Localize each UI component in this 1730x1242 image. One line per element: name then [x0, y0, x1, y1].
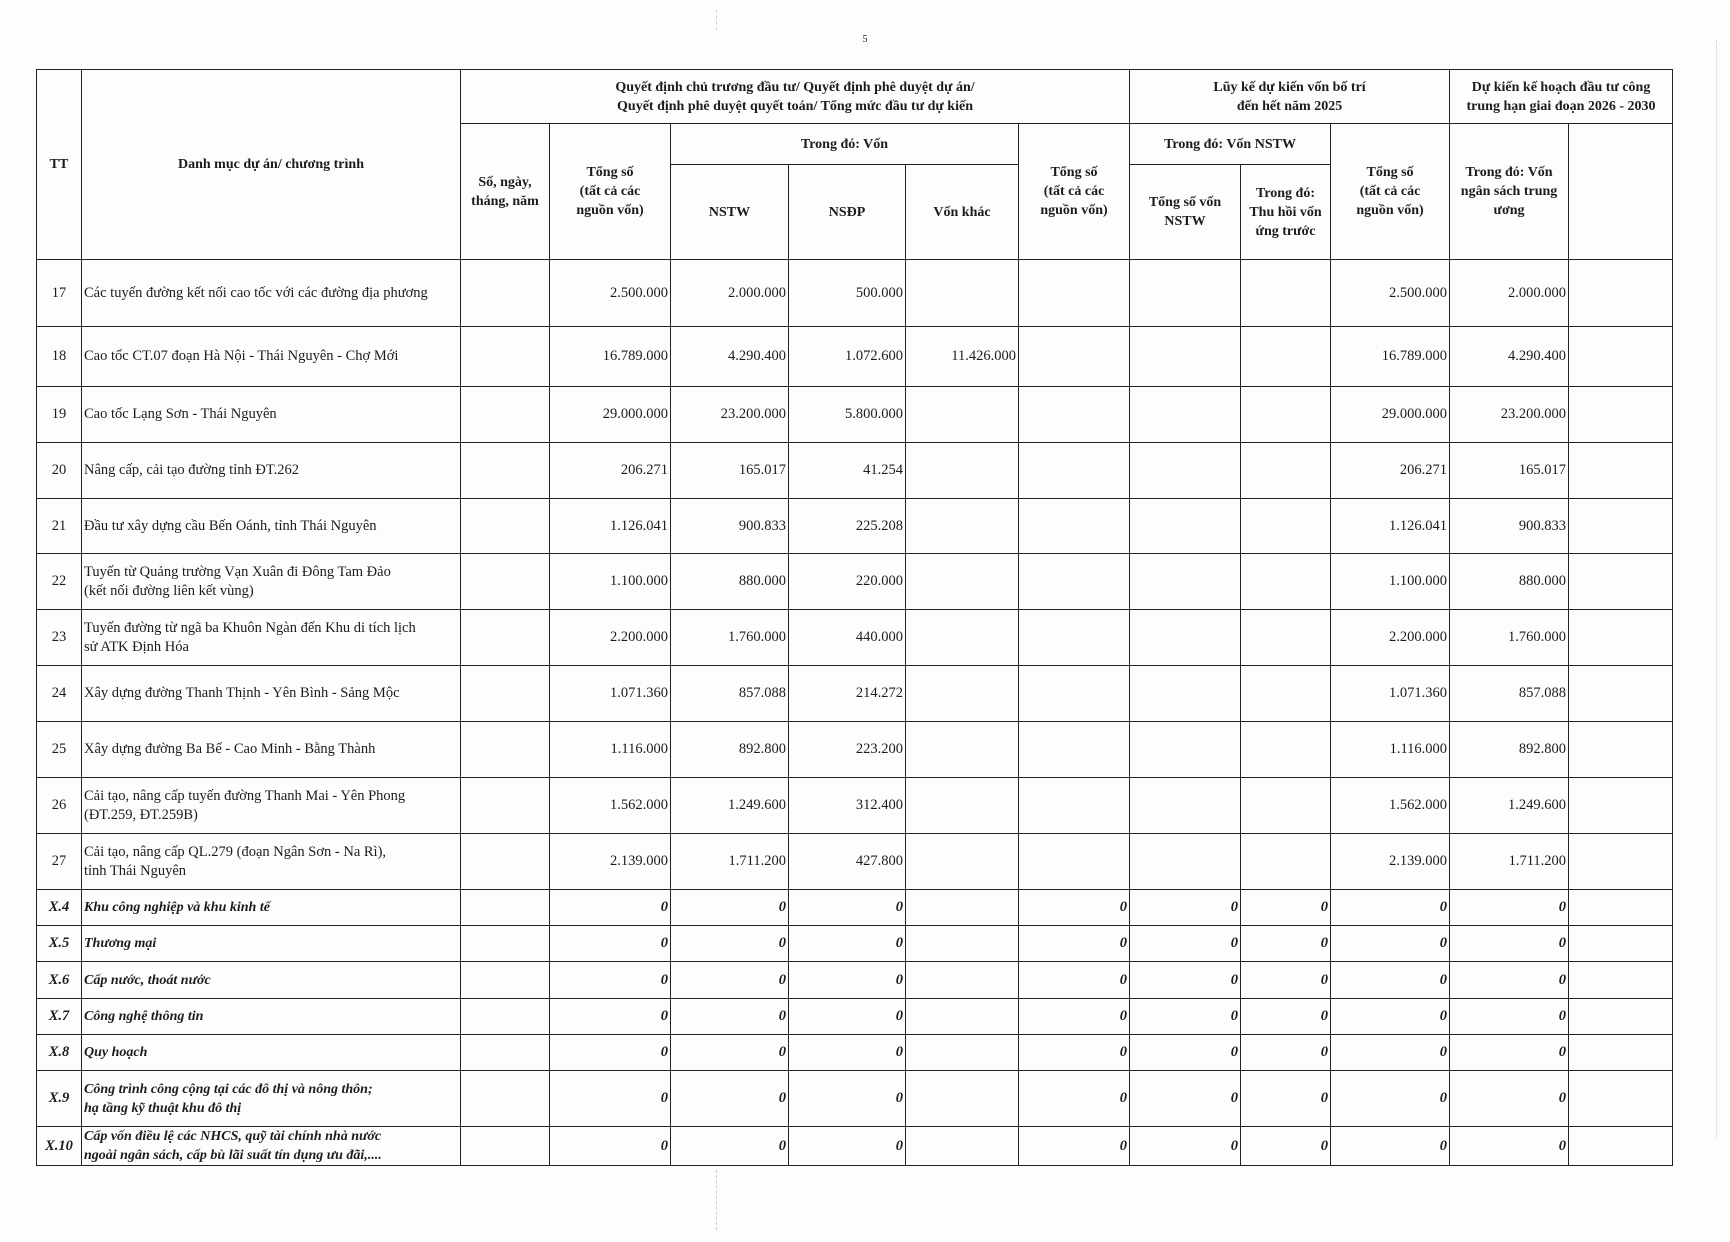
section-nsdp: 0 — [789, 962, 906, 999]
table-row — [37, 260, 1673, 327]
row-so-ngay — [461, 722, 550, 778]
section-nsdp: 0 — [789, 1127, 906, 1166]
section-so-ngay — [461, 1071, 550, 1127]
row-dk-nstw: 2.000.000 — [1450, 260, 1569, 327]
row-dk-tong: 1.562.000 — [1331, 778, 1450, 834]
row-tt: 18 — [37, 327, 82, 387]
row-qd-tong: 2.139.000 — [550, 834, 671, 890]
row-lk-tong — [1019, 722, 1130, 778]
row-dk-nstw: 23.200.000 — [1450, 387, 1569, 443]
section-so-ngay — [461, 1127, 550, 1166]
row-lk-tong — [1019, 327, 1130, 387]
row-lk-tong — [1019, 260, 1130, 327]
page-number: 5 — [862, 34, 868, 45]
row-name: Xây dựng đường Ba Bể - Cao Minh - Bằng Thành — [82, 722, 461, 778]
section-dk-nstw: 0 — [1450, 890, 1569, 926]
row-ghi-chu — [1569, 387, 1673, 443]
row-nstw: 165.017 — [671, 443, 789, 499]
investment-plan-table — [36, 69, 1673, 1166]
row-so-ngay — [461, 443, 550, 499]
row-dk-tong: 2.200.000 — [1331, 610, 1450, 666]
row-qd-tong: 206.271 — [550, 443, 671, 499]
row-tt: 25 — [37, 722, 82, 778]
row-lk-thu-hoi — [1241, 778, 1331, 834]
row-nsdp: 225.208 — [789, 499, 906, 554]
row-lk-thu-hoi — [1241, 666, 1331, 722]
table-row — [37, 610, 1673, 666]
row-nstw: 900.833 — [671, 499, 789, 554]
row-lk-thu-hoi — [1241, 387, 1331, 443]
section-tt: X.9 — [37, 1071, 82, 1127]
row-qd-tong: 2.500.000 — [550, 260, 671, 327]
row-ghi-chu — [1569, 666, 1673, 722]
section-row — [37, 962, 1673, 999]
section-row — [37, 926, 1673, 962]
row-lk-nstw — [1130, 834, 1241, 890]
row-nstw: 857.088 — [671, 666, 789, 722]
row-qd-tong: 1.071.360 — [550, 666, 671, 722]
row-nstw: 2.000.000 — [671, 260, 789, 327]
fold-mark-top — [716, 10, 717, 30]
row-von-khac — [906, 834, 1019, 890]
row-von-khac — [906, 499, 1019, 554]
row-nstw: 23.200.000 — [671, 387, 789, 443]
row-ghi-chu — [1569, 443, 1673, 499]
table-row — [37, 387, 1673, 443]
row-name: Cải tạo, nâng cấp QL.279 (đoạn Ngân Sơn - Na Rì), tỉnh Thái Nguyên — [82, 834, 461, 890]
section-tt: X.4 — [37, 890, 82, 926]
section-nstw: 0 — [671, 1071, 789, 1127]
header-nstw: NSTW — [671, 165, 789, 260]
row-nstw: 4.290.400 — [671, 327, 789, 387]
row-lk-thu-hoi — [1241, 499, 1331, 554]
row-so-ngay — [461, 387, 550, 443]
row-nsdp: 500.000 — [789, 260, 906, 327]
section-von-khac — [906, 890, 1019, 926]
section-lk-thu-hoi: 0 — [1241, 1035, 1331, 1071]
section-qd-tong: 0 — [550, 999, 671, 1035]
row-lk-thu-hoi — [1241, 722, 1331, 778]
row-name: Cao tốc Lạng Sơn - Thái Nguyên — [82, 387, 461, 443]
section-lk-nstw: 0 — [1130, 962, 1241, 999]
row-dk-nstw: 900.833 — [1450, 499, 1569, 554]
row-ghi-chu — [1569, 554, 1673, 610]
section-dk-tong: 0 — [1331, 890, 1450, 926]
row-nsdp: 427.800 — [789, 834, 906, 890]
row-dk-nstw: 857.088 — [1450, 666, 1569, 722]
row-nsdp: 41.254 — [789, 443, 906, 499]
table-row — [37, 722, 1673, 778]
row-von-khac — [906, 666, 1019, 722]
section-lk-thu-hoi: 0 — [1241, 926, 1331, 962]
row-lk-nstw — [1130, 722, 1241, 778]
header-trong-do-von-nstw: Trong đó: Vốn NSTW — [1130, 124, 1331, 165]
row-nstw: 880.000 — [671, 554, 789, 610]
section-dk-nstw: 0 — [1450, 1035, 1569, 1071]
section-nsdp: 0 — [789, 1035, 906, 1071]
section-qd-tong: 0 — [550, 1071, 671, 1127]
header-thu-hoi: Trong đó: Thu hồi vốn ứng trước — [1241, 165, 1331, 260]
row-tt: 20 — [37, 443, 82, 499]
section-row — [37, 999, 1673, 1035]
section-lk-tong: 0 — [1019, 1071, 1130, 1127]
row-nstw: 1.711.200 — [671, 834, 789, 890]
row-qd-tong: 1.116.000 — [550, 722, 671, 778]
section-von-khac — [906, 926, 1019, 962]
row-nstw: 892.800 — [671, 722, 789, 778]
row-nsdp: 214.272 — [789, 666, 906, 722]
row-qd-tong: 1.100.000 — [550, 554, 671, 610]
section-nstw: 0 — [671, 962, 789, 999]
row-nstw: 1.760.000 — [671, 610, 789, 666]
row-tt: 27 — [37, 834, 82, 890]
row-ghi-chu — [1569, 327, 1673, 387]
row-lk-tong — [1019, 443, 1130, 499]
section-dk-tong: 0 — [1331, 1035, 1450, 1071]
section-name: Công trình công cộng tại các đô thị và nông thôn; hạ tầng kỹ thuật khu đô thị — [82, 1071, 461, 1127]
row-so-ngay — [461, 834, 550, 890]
section-lk-tong: 0 — [1019, 999, 1130, 1035]
row-lk-nstw — [1130, 499, 1241, 554]
section-dk-nstw: 0 — [1450, 1127, 1569, 1166]
row-lk-tong — [1019, 554, 1130, 610]
header-so-ngay: Số, ngày, tháng, năm — [461, 124, 550, 260]
section-lk-nstw: 0 — [1130, 999, 1241, 1035]
row-name: Các tuyến đường kết nối cao tốc với các đường địa phương — [82, 260, 461, 327]
section-von-khac — [906, 1127, 1019, 1166]
header-qd-tong-so: Tổng số (tất cả các nguồn vốn) — [550, 124, 671, 260]
table-row — [37, 327, 1673, 387]
row-lk-nstw — [1130, 778, 1241, 834]
section-nsdp: 0 — [789, 926, 906, 962]
section-dk-tong: 0 — [1331, 962, 1450, 999]
section-name: Thương mại — [82, 926, 461, 962]
section-row — [37, 1127, 1673, 1166]
fold-mark-bottom — [716, 1170, 717, 1230]
row-tt: 19 — [37, 387, 82, 443]
section-nsdp: 0 — [789, 1071, 906, 1127]
section-lk-nstw: 0 — [1130, 890, 1241, 926]
row-lk-tong — [1019, 778, 1130, 834]
section-nstw: 0 — [671, 1127, 789, 1166]
header-trong-do-von: Trong đó: Vốn — [671, 124, 1019, 165]
row-tt: 17 — [37, 260, 82, 327]
section-dk-tong: 0 — [1331, 999, 1450, 1035]
section-lk-thu-hoi: 0 — [1241, 999, 1331, 1035]
row-ghi-chu — [1569, 778, 1673, 834]
row-dk-nstw: 892.800 — [1450, 722, 1569, 778]
row-qd-tong: 1.562.000 — [550, 778, 671, 834]
section-ghi-chu — [1569, 926, 1673, 962]
section-qd-tong: 0 — [550, 1127, 671, 1166]
row-nsdp: 223.200 — [789, 722, 906, 778]
row-nsdp: 1.072.600 — [789, 327, 906, 387]
row-nsdp: 220.000 — [789, 554, 906, 610]
section-name: Cấp nước, thoát nước — [82, 962, 461, 999]
row-tt: 22 — [37, 554, 82, 610]
header-dk-tong-so: Tổng số (tất cả các nguồn vốn) — [1331, 124, 1450, 260]
section-lk-tong: 0 — [1019, 926, 1130, 962]
section-so-ngay — [461, 926, 550, 962]
row-lk-tong — [1019, 666, 1130, 722]
section-von-khac — [906, 999, 1019, 1035]
row-von-khac — [906, 610, 1019, 666]
row-lk-tong — [1019, 499, 1130, 554]
row-name: Xây dựng đường Thanh Thịnh - Yên Bình - Sảng Mộc — [82, 666, 461, 722]
section-so-ngay — [461, 962, 550, 999]
section-so-ngay — [461, 1035, 550, 1071]
row-lk-nstw — [1130, 443, 1241, 499]
section-dk-nstw: 0 — [1450, 926, 1569, 962]
row-ghi-chu — [1569, 722, 1673, 778]
row-von-khac — [906, 387, 1019, 443]
section-qd-tong: 0 — [550, 890, 671, 926]
row-ghi-chu — [1569, 610, 1673, 666]
section-lk-thu-hoi: 0 — [1241, 1127, 1331, 1166]
row-tt: 23 — [37, 610, 82, 666]
row-name: Đầu tư xây dựng cầu Bến Oánh, tỉnh Thái Nguyên — [82, 499, 461, 554]
section-dk-tong: 0 — [1331, 1127, 1450, 1166]
section-row — [37, 1071, 1673, 1127]
row-so-ngay — [461, 499, 550, 554]
row-ghi-chu — [1569, 260, 1673, 327]
header-tt: TT — [37, 70, 82, 260]
header-luy-ke: Lũy kế dự kiến vốn bố trí đến hết năm 2025 — [1130, 70, 1450, 124]
row-von-khac — [906, 722, 1019, 778]
section-lk-thu-hoi: 0 — [1241, 962, 1331, 999]
section-tt: X.7 — [37, 999, 82, 1035]
row-dk-nstw: 1.711.200 — [1450, 834, 1569, 890]
header-du-kien: Dự kiến kế hoạch đầu tư công trung hạn giai đoạn 2026 - 2030 — [1450, 70, 1673, 124]
section-lk-tong: 0 — [1019, 962, 1130, 999]
row-nsdp: 440.000 — [789, 610, 906, 666]
row-qd-tong: 16.789.000 — [550, 327, 671, 387]
row-lk-tong — [1019, 610, 1130, 666]
section-lk-thu-hoi: 0 — [1241, 890, 1331, 926]
section-lk-nstw: 0 — [1130, 1127, 1241, 1166]
row-ghi-chu — [1569, 834, 1673, 890]
row-dk-tong: 16.789.000 — [1331, 327, 1450, 387]
section-tt: X.10 — [37, 1127, 82, 1166]
row-qd-tong: 1.126.041 — [550, 499, 671, 554]
row-dk-tong: 1.071.360 — [1331, 666, 1450, 722]
row-name: Cao tốc CT.07 đoạn Hà Nội - Thái Nguyên - Chợ Mới — [82, 327, 461, 387]
row-nsdp: 5.800.000 — [789, 387, 906, 443]
section-qd-tong: 0 — [550, 1035, 671, 1071]
section-tt: X.8 — [37, 1035, 82, 1071]
row-von-khac — [906, 443, 1019, 499]
section-dk-nstw: 0 — [1450, 1071, 1569, 1127]
table-row — [37, 834, 1673, 890]
section-nstw: 0 — [671, 926, 789, 962]
table-row — [37, 666, 1673, 722]
section-name: Khu công nghiệp và khu kinh tế — [82, 890, 461, 926]
table-row — [37, 443, 1673, 499]
section-name: Công nghệ thông tin — [82, 999, 461, 1035]
section-lk-tong: 0 — [1019, 890, 1130, 926]
row-dk-tong: 29.000.000 — [1331, 387, 1450, 443]
row-nsdp: 312.400 — [789, 778, 906, 834]
section-nsdp: 0 — [789, 999, 906, 1035]
section-lk-tong: 0 — [1019, 1035, 1130, 1071]
row-so-ngay — [461, 610, 550, 666]
row-lk-thu-hoi — [1241, 610, 1331, 666]
section-nsdp: 0 — [789, 890, 906, 926]
section-lk-nstw: 0 — [1130, 1071, 1241, 1127]
section-nstw: 0 — [671, 1035, 789, 1071]
row-lk-nstw — [1130, 554, 1241, 610]
section-name: Quy hoạch — [82, 1035, 461, 1071]
section-ghi-chu — [1569, 962, 1673, 999]
section-tt: X.6 — [37, 962, 82, 999]
row-dk-tong: 2.139.000 — [1331, 834, 1450, 890]
section-ghi-chu — [1569, 1035, 1673, 1071]
section-row — [37, 890, 1673, 926]
row-von-khac: 11.426.000 — [906, 327, 1019, 387]
header-nsdp: NSĐP — [789, 165, 906, 260]
row-lk-thu-hoi — [1241, 443, 1331, 499]
row-so-ngay — [461, 778, 550, 834]
row-dk-tong: 2.500.000 — [1331, 260, 1450, 327]
row-lk-nstw — [1130, 610, 1241, 666]
row-nstw: 1.249.600 — [671, 778, 789, 834]
row-lk-thu-hoi — [1241, 260, 1331, 327]
section-ghi-chu — [1569, 1071, 1673, 1127]
section-von-khac — [906, 1071, 1019, 1127]
section-dk-nstw: 0 — [1450, 999, 1569, 1035]
row-lk-thu-hoi — [1241, 834, 1331, 890]
row-so-ngay — [461, 554, 550, 610]
section-so-ngay — [461, 890, 550, 926]
section-qd-tong: 0 — [550, 962, 671, 999]
row-von-khac — [906, 260, 1019, 327]
row-lk-thu-hoi — [1241, 327, 1331, 387]
table-row — [37, 499, 1673, 554]
section-ghi-chu — [1569, 1127, 1673, 1166]
row-von-khac — [906, 778, 1019, 834]
section-von-khac — [906, 1035, 1019, 1071]
table-row — [37, 778, 1673, 834]
section-name: Cấp vốn điều lệ các NHCS, quỹ tài chính nhà nước ngoài ngân sách, cấp bù lãi suất tín dụng ưu đãi,.... — [82, 1127, 461, 1166]
section-nstw: 0 — [671, 999, 789, 1035]
section-lk-nstw: 0 — [1130, 1035, 1241, 1071]
section-von-khac — [906, 962, 1019, 999]
row-so-ngay — [461, 260, 550, 327]
row-dk-nstw: 1.760.000 — [1450, 610, 1569, 666]
row-dk-tong: 1.116.000 — [1331, 722, 1450, 778]
section-qd-tong: 0 — [550, 926, 671, 962]
scan-edge-mark — [1716, 40, 1717, 1140]
row-dk-nstw: 4.290.400 — [1450, 327, 1569, 387]
row-lk-tong — [1019, 834, 1130, 890]
header-danh-muc: Danh mục dự án/ chương trình — [82, 70, 461, 260]
section-dk-nstw: 0 — [1450, 962, 1569, 999]
row-tt: 26 — [37, 778, 82, 834]
row-lk-nstw — [1130, 260, 1241, 327]
row-ghi-chu — [1569, 499, 1673, 554]
row-so-ngay — [461, 327, 550, 387]
header-von-khac: Vốn khác — [906, 165, 1019, 260]
header-ns-trung-uong: Trong đó: Vốn ngân sách trung ương — [1450, 124, 1569, 260]
row-name: Tuyến từ Quảng trường Vạn Xuân đi Đông Tam Đảo (kết nối đường liên kết vùng) — [82, 554, 461, 610]
section-lk-tong: 0 — [1019, 1127, 1130, 1166]
header-lk-tong-so: Tổng số (tất cả các nguồn vốn) — [1019, 124, 1130, 260]
row-dk-nstw: 880.000 — [1450, 554, 1569, 610]
row-dk-nstw: 1.249.600 — [1450, 778, 1569, 834]
row-name: Tuyến đường từ ngã ba Khuôn Ngàn đến Khu di tích lịch sử ATK Định Hóa — [82, 610, 461, 666]
row-dk-nstw: 165.017 — [1450, 443, 1569, 499]
row-so-ngay — [461, 666, 550, 722]
header-quyet-dinh: Quyết định chủ trương đầu tư/ Quyết định phê duyệt dự án/ Quyết định phê duyệt quyết toán/ Tổng mức đầu tư dự kiến — [461, 70, 1130, 124]
row-von-khac — [906, 554, 1019, 610]
row-lk-nstw — [1130, 666, 1241, 722]
section-dk-tong: 0 — [1331, 926, 1450, 962]
row-name: Nâng cấp, cải tạo đường tỉnh ĐT.262 — [82, 443, 461, 499]
section-nstw: 0 — [671, 890, 789, 926]
row-qd-tong: 29.000.000 — [550, 387, 671, 443]
row-dk-tong: 206.271 — [1331, 443, 1450, 499]
row-lk-nstw — [1130, 387, 1241, 443]
section-lk-thu-hoi: 0 — [1241, 1071, 1331, 1127]
section-dk-tong: 0 — [1331, 1071, 1450, 1127]
row-lk-thu-hoi — [1241, 554, 1331, 610]
row-dk-tong: 1.100.000 — [1331, 554, 1450, 610]
row-tt: 21 — [37, 499, 82, 554]
section-so-ngay — [461, 999, 550, 1035]
row-qd-tong: 2.200.000 — [550, 610, 671, 666]
table-row — [37, 554, 1673, 610]
row-tt: 24 — [37, 666, 82, 722]
section-row — [37, 1035, 1673, 1071]
row-dk-tong: 1.126.041 — [1331, 499, 1450, 554]
row-lk-tong — [1019, 387, 1130, 443]
row-lk-nstw — [1130, 327, 1241, 387]
header-tong-so-von-nstw: Tổng số vốn NSTW — [1130, 165, 1241, 260]
section-lk-nstw: 0 — [1130, 926, 1241, 962]
section-tt: X.5 — [37, 926, 82, 962]
section-ghi-chu — [1569, 999, 1673, 1035]
section-ghi-chu — [1569, 890, 1673, 926]
row-name: Cải tạo, nâng cấp tuyến đường Thanh Mai - Yên Phong (ĐT.259, ĐT.259B) — [82, 778, 461, 834]
